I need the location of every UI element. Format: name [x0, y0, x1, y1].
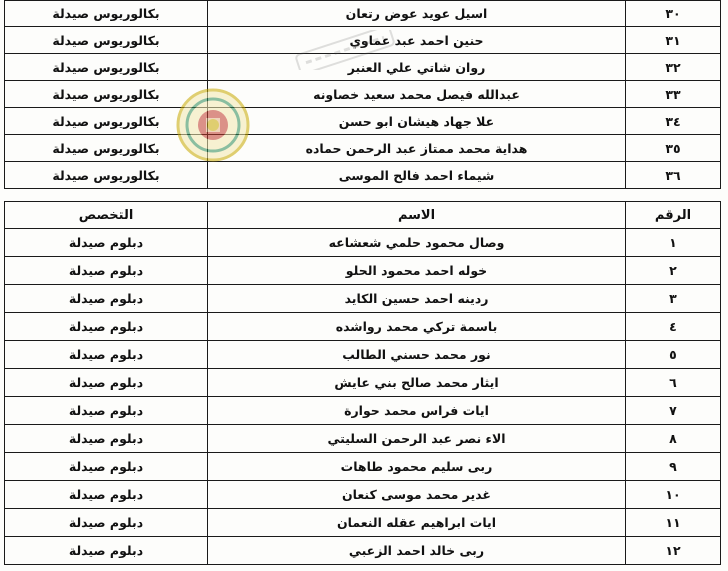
- header-name: الاسم: [208, 202, 626, 229]
- row-number: ٣٥: [626, 135, 721, 162]
- specialization: دبلوم صيدلة: [5, 369, 208, 397]
- specialization: دبلوم صيدلة: [5, 229, 208, 257]
- specialization: دبلوم صيدلة: [5, 257, 208, 285]
- table-row: [5, 135, 721, 162]
- row-number: ٣٠: [626, 1, 721, 27]
- specialization: بكالوريوس صيدلة: [5, 27, 208, 54]
- student-name: حنين احمد عبد عماوي: [208, 27, 626, 54]
- row-number: ١٠: [626, 481, 721, 509]
- row-number: ٣٣: [626, 81, 721, 108]
- student-name: خوله احمد محمود الحلو: [208, 257, 626, 285]
- table-row: [5, 537, 721, 565]
- student-name: عبدالله فيصل محمد سعيد خصاونه: [208, 81, 626, 108]
- table-row: [5, 27, 721, 54]
- specialization: دبلوم صيدلة: [5, 537, 208, 565]
- row-number: ٩: [626, 453, 721, 481]
- student-name: غدير محمد موسى كنعان: [208, 481, 626, 509]
- table-row: [5, 453, 721, 481]
- row-number: ٣: [626, 285, 721, 313]
- specialization: بكالوريوس صيدلة: [5, 81, 208, 108]
- table-row: [5, 54, 721, 81]
- table-row: [5, 341, 721, 369]
- specialization: دبلوم صيدلة: [5, 313, 208, 341]
- student-name: روان شاتي علي العنبر: [208, 54, 626, 81]
- table-row: [5, 1, 721, 27]
- row-number: ٣٢: [626, 54, 721, 81]
- student-name: ايات فراس محمد حوارة: [208, 397, 626, 425]
- table-row: [5, 285, 721, 313]
- row-number: ٤: [626, 313, 721, 341]
- student-name: باسمة تركي محمد رواشده: [208, 313, 626, 341]
- specialization: بكالوريوس صيدلة: [5, 135, 208, 162]
- table-row: [5, 369, 721, 397]
- student-name: ردينه احمد حسين الكايد: [208, 285, 626, 313]
- student-name: ايات ابراهيم عقله النعمان: [208, 509, 626, 537]
- table-row: [5, 229, 721, 257]
- specialization: دبلوم صيدلة: [5, 509, 208, 537]
- table-row: [5, 108, 721, 135]
- student-name: شيماء احمد فالح الموسى: [208, 162, 626, 189]
- specialization: بكالوريوس صيدلة: [5, 162, 208, 189]
- table-row: [5, 81, 721, 108]
- table-row: [5, 257, 721, 285]
- row-number: ١١: [626, 509, 721, 537]
- student-name: الاء نصر عبد الرحمن السليتي: [208, 425, 626, 453]
- row-number: ٧: [626, 397, 721, 425]
- specialization: دبلوم صيدلة: [5, 425, 208, 453]
- specialization: بكالوريوس صيدلة: [5, 54, 208, 81]
- row-number: ٨: [626, 425, 721, 453]
- row-number: ٥: [626, 341, 721, 369]
- specialization: دبلوم صيدلة: [5, 341, 208, 369]
- specialization: دبلوم صيدلة: [5, 481, 208, 509]
- header-number: الرقم: [626, 202, 721, 229]
- table-row: [5, 162, 721, 189]
- table-row: [5, 481, 721, 509]
- student-name: ايثار محمد صالح بني عايش: [208, 369, 626, 397]
- specialization: دبلوم صيدلة: [5, 453, 208, 481]
- row-number: ٣٤: [626, 108, 721, 135]
- student-name: ربى سليم محمود طاهات: [208, 453, 626, 481]
- row-number: ١٢: [626, 537, 721, 565]
- table-row: [5, 425, 721, 453]
- student-name: وصال محمود حلمي شعشاعه: [208, 229, 626, 257]
- student-name: ربى خالد احمد الزعبي: [208, 537, 626, 565]
- student-name: اسيل عويد عوض رتعان: [208, 1, 626, 27]
- specialization: بكالوريوس صيدلة: [5, 108, 208, 135]
- diploma-students-table: [4, 201, 721, 565]
- row-number: ٢: [626, 257, 721, 285]
- student-name: نور محمد حسني الطالب: [208, 341, 626, 369]
- table-row: [5, 397, 721, 425]
- table-row: [5, 509, 721, 537]
- row-number: ٣٦: [626, 162, 721, 189]
- student-name: علا جهاد هيشان ابو حسن: [208, 108, 626, 135]
- row-number: ٣١: [626, 27, 721, 54]
- row-number: ٦: [626, 369, 721, 397]
- specialization: دبلوم صيدلة: [5, 397, 208, 425]
- table-header-row: [5, 202, 721, 229]
- bachelor-students-table: [4, 0, 721, 189]
- header-specialization: التخصص: [5, 202, 208, 229]
- table-row: [5, 313, 721, 341]
- specialization: دبلوم صيدلة: [5, 285, 208, 313]
- specialization: بكالوريوس صيدلة: [5, 1, 208, 27]
- row-number: ١: [626, 229, 721, 257]
- student-name: هداية محمد ممتاز عبد الرحمن حماده: [208, 135, 626, 162]
